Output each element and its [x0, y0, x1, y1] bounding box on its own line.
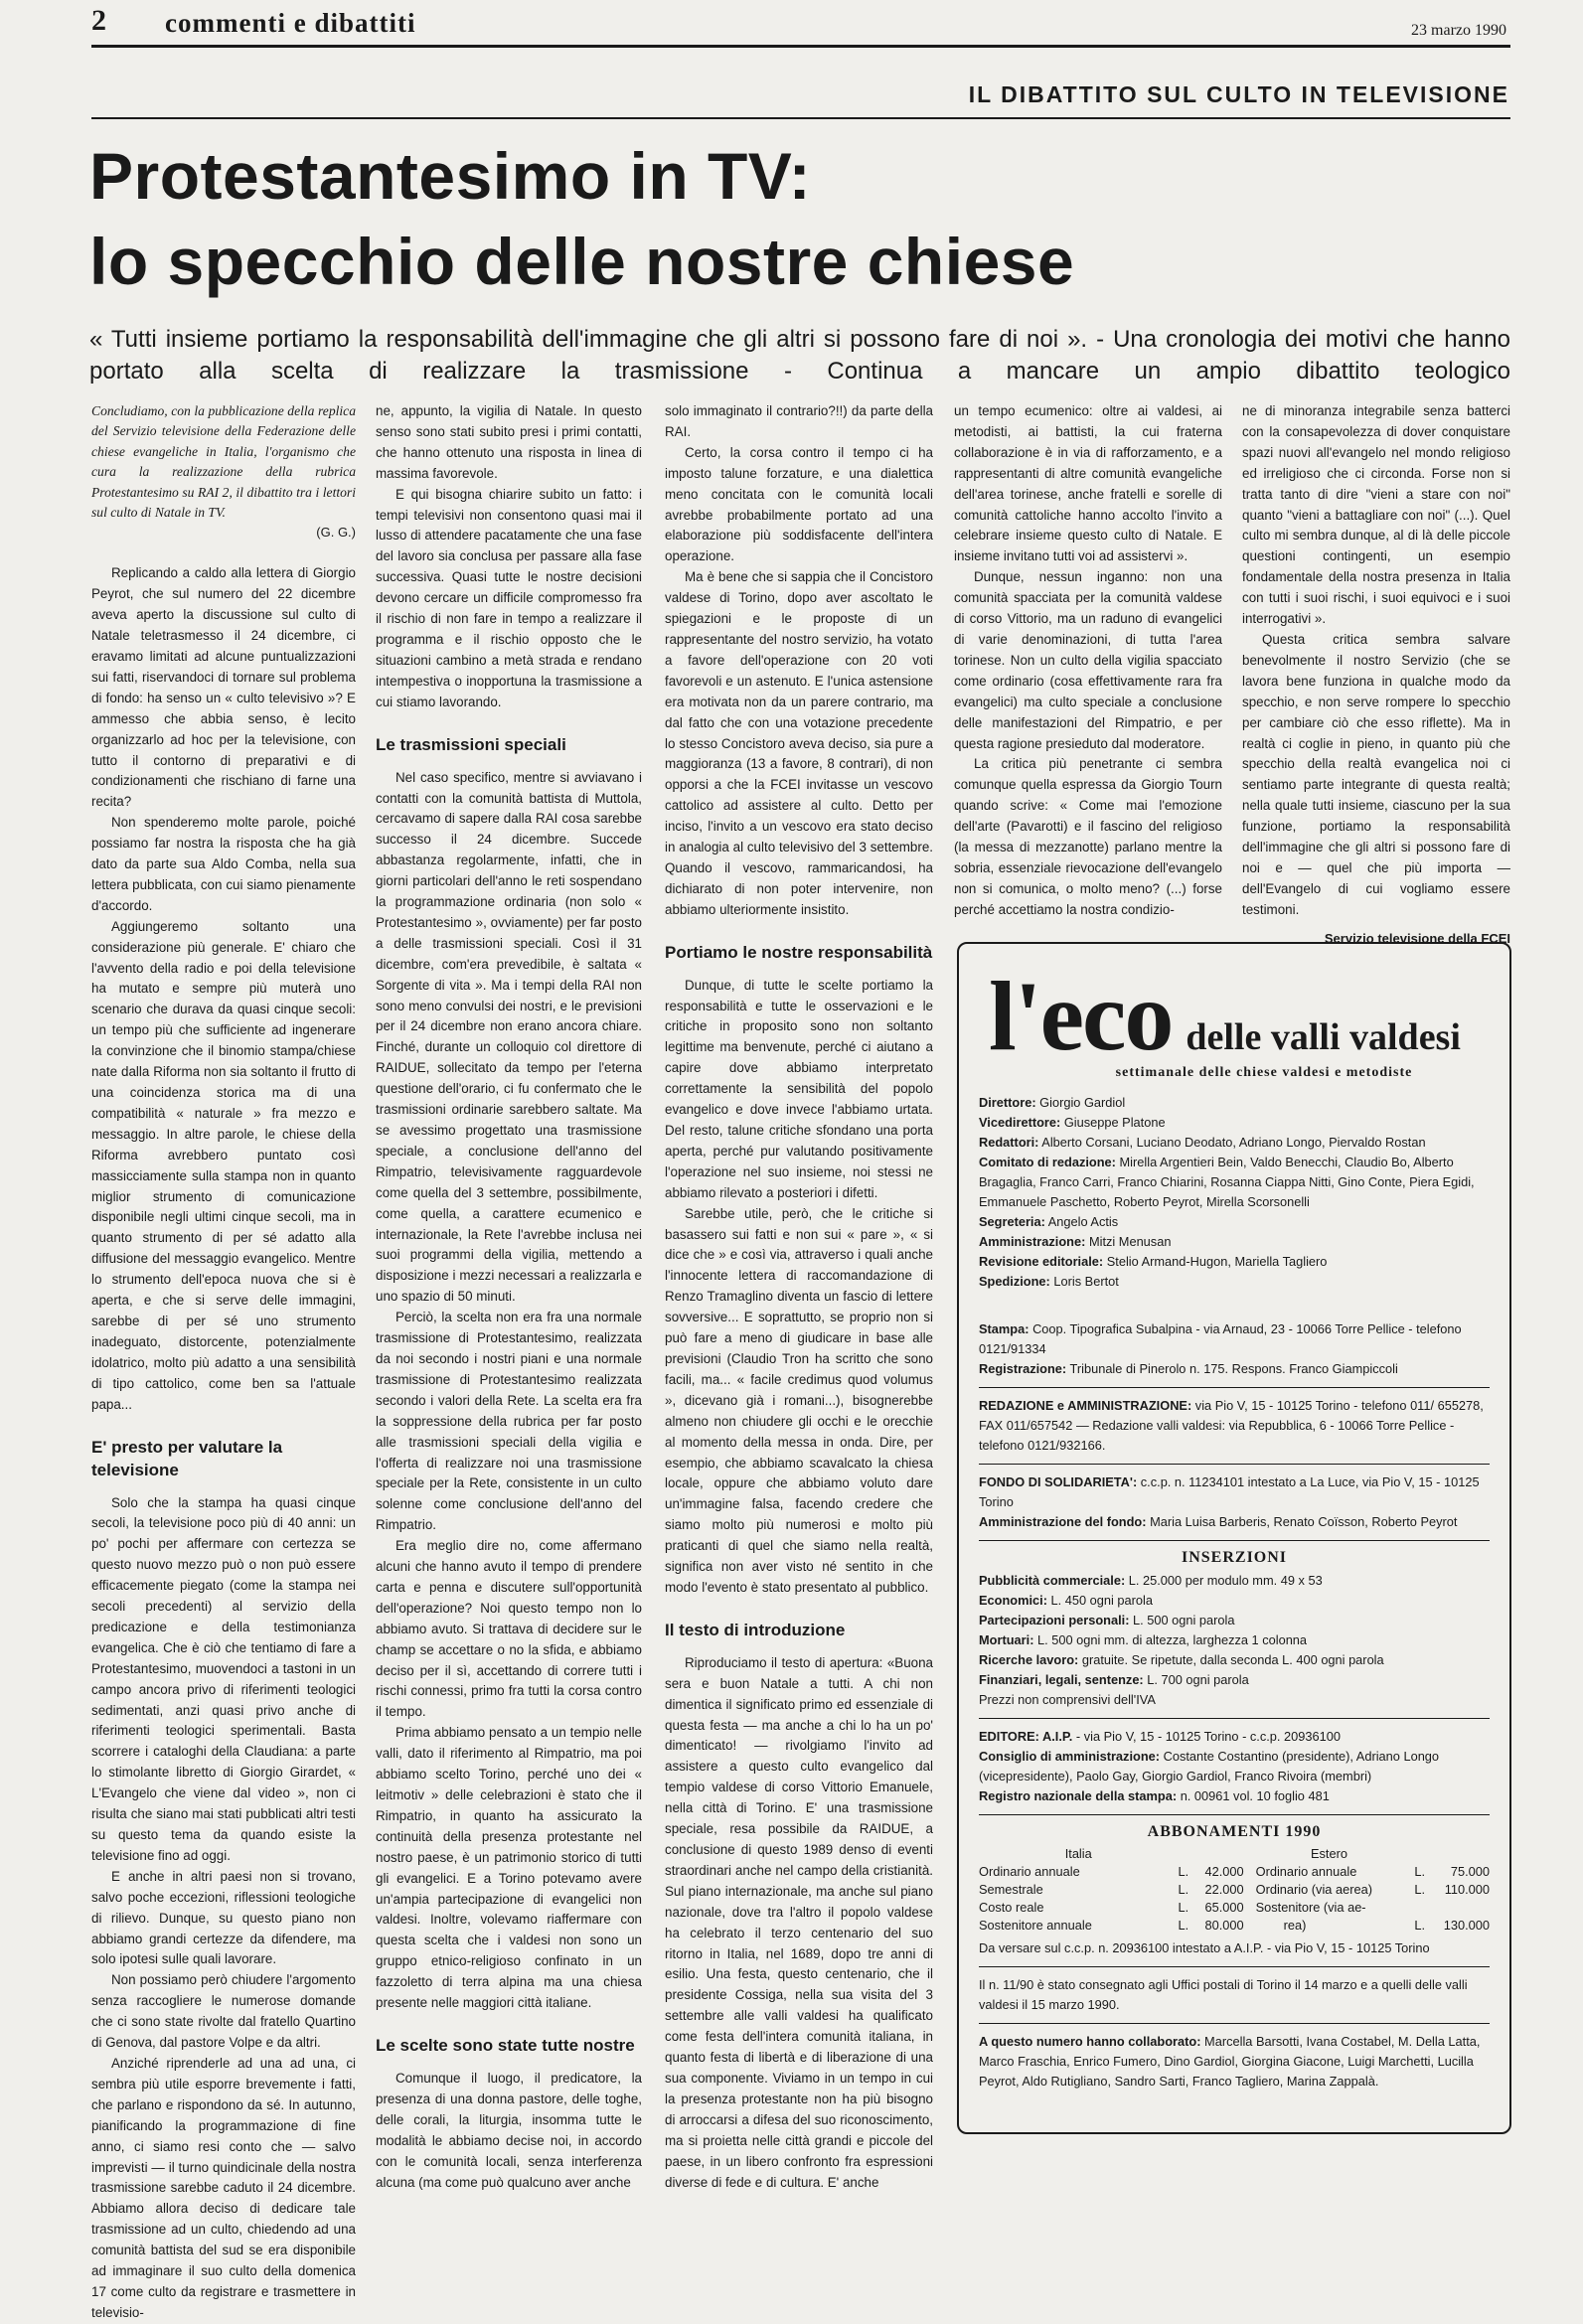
divider	[979, 1387, 1490, 1388]
staff-list	[979, 1093, 1490, 1292]
subheading: Le scelte sono state tutte nostre	[376, 2035, 635, 2055]
amm-fondo-line: Amministrazione del fondo: Maria Luisa Barberis, Renato Coïsson, Roberto Peyrot	[979, 1514, 1458, 1529]
staff-item: Segreteria: Angelo Actis	[979, 1214, 1119, 1229]
inserzioni-item: Mortuari: L. 500 ogni mm. di altezza, larghezza 1 colonna	[979, 1632, 1308, 1647]
paragraph: Anziché riprenderle ad una ad una, ci sembra più utile esporre brevemente i fatti, che parlano e rispondono da sé. In autunno, pianificando la programmazione di fine anno, ci siamo resi conto che — salvo imprevisti — il turno quindicinale della nostra trasmissione sarebbe caduto il 24 dicembre. Abbiamo allora deciso di dedicare tale trasmissione ad un culto, chiedendo ad una comunità battista del sud se era disponibile ad immaginare il suo culto della domenica 17 come culto da registrare e trasmettere in televisio-	[91, 2055, 356, 2320]
kicker-rule	[91, 117, 1510, 119]
page-header	[91, 2, 1510, 48]
paragraph: Non possiamo però chiudere l'argomento senza raccogliere le numerose domande che ci sono state rivolte dal fratello Quartino di Genova, dal pastore Volpe e da altri.	[91, 1972, 356, 2051]
abbonamenti-title: ABBONAMENTI 1990	[1147, 1823, 1322, 1840]
paragraph: Nel caso specifico, mentre si avviavano i contatti con la comunità battista di Muttola, cercavamo di sapere dalla RAI cosa sarebbe successo il 24 dicembre. Succede abbastanza regolarmente, infatti, che in giorni particolari dell'anno le reti sospendano la programmazione ordinaria (non solo « Protestantesimo », ovviamente) per far posto a delle trasmissioni speciali. Così il 31 dicembre, com'era prevedibile, è saltata « Sorgente di vita ». Ma i tempi della RAI non sono meno convulsi dei nostri, e le previsioni per il 24 dicembre non erano ancora chiare. Finché, durante un colloquio col direttore di RAIDUE, sollecitato da tempo per l'eterna questione dell'orario, ci fu confermato che le trasmissioni ordinarie sarebbero saltate. Ma se avessimo progettato una trasmissione speciale, a conclusione dell'anno del Rimpatrio, televisivamente ragguardevole come quella del 3 settembre, possibilmente, come quella, a carattere ecumenico e internazionale, la Rete l'avrebbe inclusa nei suoi programmi della vigilia, mettendo a disposizione i mezzi necessari a realizzarla e uno spazio di 50 minuti.	[376, 769, 642, 1305]
paragraph: E qui bisogna chiarire subito un fatto: i tempi televisivi non consentono quasi mai il lusso di attendere pacatamente che una fase del lavoro sia conclusa per passare alla fase successiva. Quasi tutte le nostre decisioni devono cercare un difficile compromesso fra il rischio di non fare in tempo a realizzare il programma e il rischio opposto che le situazioni cambino a metà strada e rendano intempestiva o inopportuna la trasmissione a cui stiamo lavorando.	[376, 486, 642, 709]
inserzioni-title: INSERZIONI	[1181, 1549, 1288, 1566]
table-row: Costo reale L. 65.000 Sostenitore (via ae-	[979, 1900, 1366, 1915]
staff-item: Redattori: Alberto Corsani, Luciano Deodato, Adriano Longo, Piervaldo Rostan	[979, 1135, 1426, 1150]
inserzioni-item: Pubblicità commerciale: L. 25.000 per modulo mm. 49 x 53	[979, 1573, 1323, 1588]
registro-line: Registro nazionale della stampa: n. 00961 vol. 10 foglio 481	[979, 1788, 1330, 1803]
article-column-4	[954, 401, 1222, 938]
inserzioni-item: Prezzi non comprensivi dell'IVA	[979, 1692, 1156, 1707]
registrazione-line: Registrazione: Tribunale di Pinerolo n. 175. Respons. Franco Giampiccoli	[979, 1361, 1398, 1376]
subheadline: « Tutti insieme portiamo la responsabilità dell'immagine che gli altri si possono fare di noi ». - Una cronologia dei motivi che hanno portato alla scelta di realizzare la trasmissione - Continua a mancare un ampio dibattito teologico	[89, 326, 1510, 385]
kicker: IL DIBATTITO SUL CULTO IN TELEVISIONE	[968, 81, 1509, 107]
table-row: Sostenitore annuale L. 80.000 rea) L. 130.000	[979, 1918, 1490, 1933]
article-column-3	[665, 401, 933, 2190]
paragraph: Dunque, nessun inganno: non una comunità spacciata per la comunità valdese di corso Vittorio, ma un raduno di evangelici di varie denominazioni, di tutta l'area torinese. Non un culto della vigilia spacciato come ordinario (cosa effettivamente rara fra evangelici) ma culto speciale a conclusione delle manifestazioni del Rimpatrio, e per questa ragione presieduto dal moderatore.	[954, 569, 1222, 751]
paragraph: solo immaginato il contrario?!!) da parte della RAI.	[665, 403, 933, 439]
staff-item: Spedizione: Loris Bertot	[979, 1274, 1119, 1289]
paragraph: Prima abbiamo pensato a un tempio nelle valli, dato il riferimento al Rimpatrio, ma poi abbiamo scelto Torino, perché uno dei « leitmotiv » delle celebrazioni è stato che il Rimpatrio, in quanto ha assicurato la continuità della presenza protestante nel nostro paese, è un patrimonio storico di tutti gli evangelici. E a Torino potevamo avere un'ampia partecipazione di evangelici non valdesi. Inoltre, volevamo riaffermare con questa scelta che i valdesi non sono un gruppo etnico-religioso confinato in un fazzoletto di terra alpina ma una chiesa presente nelle maggiori città italiane.	[376, 1725, 642, 2011]
inserzioni-item: Ricerche lavoro: gratuite. Se ripetute, dalla seconda L. 400 ogni parola	[979, 1652, 1384, 1667]
stampa-line: Stampa: Coop. Tipografica Subalpina - via Arnaud, 23 - 10066 Torre Pellice - telefono 0121/91334	[979, 1321, 1462, 1356]
paragraph: Non spenderemo molte parole, poiché possiamo far nostra la risposta che ha già dato da parte sua Aldo Comba, nella sua lettera pubblicata, con cui siamo pienamente d'accordo.	[91, 815, 356, 913]
inserzioni-item: Economici: L. 450 ogni parola	[979, 1593, 1154, 1608]
paragraph: ne, appunto, la vigilia di Natale. In questo senso sono stati subito presi i primi contatti, che hanno ottenuto una risposta in linea di massima favorevole.	[376, 403, 642, 481]
divider	[979, 1540, 1490, 1541]
inserzioni-list	[979, 1571, 1490, 1710]
paragraph: ne di minoranza integrabile senza batterci con la consapevolezza di dover conquistare spazi nuovi all'evangelo nel mondo religioso ed irreligioso che ci circonda. Forse non si tratta tanto di dire "vieni a stare con noi" quanto "vieni a battagliare con noi" (...). Quel culto mi sembra dunque, al di là delle piccole questioni contingenti, un esempio fondamentale della nostra presenza in Italia con tutti i suoi rischi, i suoi equivoci e i suoi interrogativi ».	[1242, 403, 1510, 627]
article-signature: Servizio televisione della FCEI	[1324, 930, 1510, 946]
versare-line: Da versare sul c.c.p. n. 20936100 intestato a A.I.P. - via Pio V, 15 - 10125 Torino	[979, 1940, 1430, 1955]
divider	[979, 2023, 1490, 2024]
issue-date: 23 marzo 1990	[1411, 22, 1506, 39]
paragraph: La critica più penetrante ci sembra comunque quella espressa da Giorgio Tourn quando scrive: « Come mai l'emozione dell'arte (Pavarotti) e il fascino del religioso (la messa di mezzanotte) parlano mentre la sobria, essenziale rievocazione dell'evangelo non si comunica, o molto meno? (...) forse perché accettiamo la nostra condizio-	[954, 756, 1222, 917]
paragraph: Era meglio dire no, come affermano alcuni che hanno avuto il tempo di prendere carta e penna e discutere sull'opportunità dell'operazione? Noi questo tempo non lo abbiamo avuto. Si trattava di decidere sur le champ se accettare o no la sfida, e abbiamo deciso per il sì, accettando di correre tutti i rischi connessi, primo fra tutti la corsa contro il tempo.	[376, 1538, 642, 1720]
paragraph: Riproduciamo il testo di apertura: «Buona sera e buon Natale a tutti. A chi non dimentica il significato primo ed essenziale di questa festa — ma anche a chi lo ha un po' dimenticato! — rivolgiamo l'invito ad assistere a questo culto evangelico dal tempio valdese di corso Vittorio Emanuele, nella città di Torino. E' una trasmissione speciale, resa possibile da RAIDUE, a conclusione di questo 1989 denso di eventi straordinari anche nel campo della cristianità. Sul piano internazionale, ma anche sul piano nazionale, dove tra l'altro il popolo valdese ha celebrato il terzo centenario del suo ritorno in Italia, nel 1689, dopo tre anni di esilio. Una festa, questo centenario, che il presidente Cossiga, nella sua visita del 3 settembre alle valli valdesi ha qualificato come festa dell'intera comunità italiana, in quanto festa di libertà e di liberazione di una sua componente. Viviamo in un tempo in cui la presenza protestante non ha più bisogno di arroccarsi a difesa del suo riconoscimento, ma si proietta nelle città grandi e piccole del paese, in un libero confronto fra espressioni diverse di fede e di cultura. E' anche	[665, 1654, 933, 2190]
editore-line: EDITORE: A.I.P. - via Pio V, 15 - 10125 Torino - c.c.p. 20936100	[979, 1729, 1341, 1744]
paragraph: Questa critica sembra salvare benevolmente il nostro Servizio (che se lavora bene funziona in qualche modo da specchio, e non serve rompere lo specchio per cambiare ciò che esso riflette). Ma in realtà ci coglie in pieno, in quanto più che specchio della realtà evangelica noi ci sentiamo parte integrante di questa realtà; nella quale tutti insieme, ciascuno per la sua funzione, portiamo la responsabilità dell'immagine che gli altri si possono fare di noi e — quel che più importa — dell'Evangelo di cui vogliamo essere testimoni.	[1242, 631, 1510, 917]
divider	[979, 1718, 1490, 1719]
inserzioni-item: Partecipazioni personali: L. 500 ogni parola	[979, 1613, 1235, 1627]
paragraph: Comunque il luogo, il predicatore, la presenza di una donna pastore, delle toghe, delle corali, la liturgia, insomma tutte le modalità le abbiamo decise noi, in accordo con le comunità locali, senza interferenza alcuna (ma come può qualcuno aver anche	[376, 2070, 642, 2190]
subheading: E' presto per valutare la televisione	[91, 1437, 283, 1479]
paragraph: E anche in altri paesi non si trovano, salvo poche eccezioni, riflessioni teologiche di rilievo. Dunque, su questo piano non abbiamo grandi certezze da difendere, ma solo ipotesi sulle quali lavorare.	[91, 1868, 356, 1967]
divider	[979, 1464, 1490, 1465]
paragraph: Ma è bene che si sappia che il Concistoro valdese di Torino, dopo aver ascoltato le spiegazioni e le proposte di un rappresentante del nostro servizio, ha votato a favore dell'operazione con 20 voti favorevoli e un astenuto. E l'unica astensione era motivata non da un parere contrario, ma dal fatto che con una votazione precedente lo stesso Concistoro aveva deciso, sia pure a maggioranza (13 a favore, 8 contrari), di non opporsi a che la FCEI invitasse un vescovo cattolico ad assistere al culto. Detto per inciso, l'invito a un vescovo era stato deciso in analogia al culto televisivo del 3 settembre. Quando il vescovo, rammaricandosi, ha dichiarato di non poter intervenire, non abbiamo ulteriormente insistito.	[665, 569, 933, 917]
divider	[979, 1814, 1490, 1815]
headline	[89, 133, 1510, 304]
article-column-2	[376, 401, 642, 2190]
section-name: commenti e dibattiti	[165, 8, 416, 38]
divider	[979, 1966, 1490, 1967]
paragraph: Solo che la stampa ha quasi cinque secoli, la televisione poco più di 40 anni: un po' pochi per affermare con certezza se questo nuovo mezzo può o non può essere efficacemente piegato (come la stampa nei secoli precedenti) al servizio della predicazione e della testimonianza evangelica. Che è ciò che tentiamo di fare a Protestantesimo, muovendoci a tastoni in un campo ancora privo di riferimenti teologici sedimentati, anzi quasi privo anche di riferimenti teologici sperimentali. Basta scorrere i cataloghi della Claudiana: a parte lo stimolante libretto di Giorgio Girardet, « L'Evangelo che viene dal video », non ci risulta che siano mai stati pubblicati altri testi su questo tema da quando esiste la televisione fino ad oggi.	[91, 1494, 356, 1863]
consiglio-line: Consiglio di amministrazione: Costante Costantino (presidente), Adriano Longo (vicepresidente), Paolo Gay, Giorgio Gardiol, Franco Rivoira (membri)	[979, 1749, 1440, 1783]
staff-item: Direttore: Giorgio Gardiol	[979, 1095, 1126, 1110]
subheading: Le trasmissioni speciali	[376, 734, 566, 754]
inserzioni-item: Finanziari, legali, sentenze: L. 700 ogni parola	[979, 1672, 1249, 1687]
article-column-5	[1242, 401, 1510, 946]
staff-item: Amministrazione: Mitzi Menusan	[979, 1234, 1172, 1249]
paragraph: Sarebbe utile, però, che le critiche si basassero sui fatti e non sui « pare », « si dice che » e così via, attraverso i quali anche l'innocente lettera di raccomandazione di Renzo Tramaglino diventa un fascio di lettere sovversive... E soprattutto, se proprio non si può fare a meno di giudicare in base alle previsioni (Claudio Tron ha scritto che sono facili, ma... « facile credimus quod volumus », dicevano già i romani...), bisognerebbe almeno non chiudere gli occhi e le orecchie al momento della messa in onda. Dire, per esempio, che abbiamo scavalcato la chiesa locale, oppure che abbiamo voluto dare un'immagine falsa, facendo credere che siamo molto più numerosi e molto più praticanti di quel che siamo nella realtà, significa non aver visto né sentito in che modo l'evento è stato presentato al pubblico.	[665, 1205, 933, 1595]
table-row: Ordinario annuale L. 42.000 Ordinario annuale L. 75.000	[979, 1864, 1490, 1879]
table-row: Semestrale L. 22.000 Ordinario (via aerea) L. 110.000	[979, 1882, 1490, 1897]
collaboratori-line: A questo numero hanno collaborato: Marcella Barsotti, Ivana Costabel, M. Della Latta, Marco Fraschia, Enrico Fumero, Dino Gardiol, Giorgina Giacone, Luigi Marchetti, Lucilla Peyrot, Aldo Rutigliano, Sandro Sarti, Franco Tagliero, Marina Zappalà.	[979, 2034, 1481, 2089]
abbonamenti-table	[979, 1845, 1490, 1935]
fondo-line: FONDO DI SOLIDARIETA': c.c.p. n. 11234101 intestato a La Luce, via Pio V, 15 - 10125 Torino	[979, 1474, 1480, 1509]
paragraph: Dunque, di tutte le scelte portiamo la responsabilità e tutte le osservazioni e le critiche in proposito sono non soltanto legittime ma benvenute, perché ci aiutano a capire dove abbiamo interpretato correttamente la sensibilità del popolo evangelico e dove invece l'abbiamo urtata. Del resto, talune critiche sfondano una porta aperta, perché pur valutando positivamente l'operazione nel suo insieme, noi stessi ne abbiamo rilevato a posteriori i difetti.	[665, 977, 933, 1200]
staff-item: Revisione editoriale: Stelio Armand-Hugon, Mariella Tagliero	[979, 1254, 1328, 1269]
paragraph: un tempo ecumenico: oltre ai valdesi, ai metodisti, ai battisti, la cui fraterna collaborazione è in via di rafforzamento, e a rappresentanti di altre comunità evangeliche dell'area torinese, anche fratelli e sorelle di comunità cattoliche hanno accolto l'invito a celebrare insieme questo culto di Natale. E insieme invitano tutti voi ad assistervi ».	[954, 403, 1222, 564]
staff-item: Vicedirettore: Giuseppe Platone	[979, 1115, 1166, 1130]
table-row: Italia Estero	[1064, 1846, 1347, 1861]
masthead-box	[957, 942, 1511, 2134]
paragraph: Perciò, la scelta non era fra una normale trasmissione di Protestantesimo, realizzata da noi secondo i nostri piani e una normale trasmissione di Protestantesimo realizzata secondo i valori della Rete. La scelta era fra la soppressione della rubrica per far posto alle trasmissioni speciali della vigilia e l'offerta di realizzare noi una trasmissione speciale per la Rete, consistente in un culto solenne come conclusione dell'anno del Rimpatrio.	[376, 1310, 642, 1533]
headline-line-2: lo specchio delle nostre chiese	[89, 225, 1075, 298]
paragraph: Certo, la corsa contro il tempo ci ha imposto talune forzature, e una dialettica meno concitata con le comunità locali avrebbe probabilmente portato ad una elaborazione più soddisfacente dell'intera operazione.	[665, 444, 933, 564]
editor-intro-signature: (G. G.)	[316, 525, 356, 541]
subheading: Portiamo le nostre responsabilità	[665, 942, 933, 962]
masthead-tagline: settimanale delle chiese valdesi e metodiste	[1115, 1065, 1413, 1080]
consegna-line: Il n. 11/90 è stato consegnato agli Uffici postali di Torino il 14 marzo e a quelli delle valli valdesi il 15 marzo 1990.	[979, 1977, 1468, 2012]
logo-text: l'eco	[989, 961, 1173, 1071]
page-number: 2	[91, 4, 106, 37]
logo-subtitle: delle valli valdesi	[1186, 1016, 1461, 1058]
masthead-logo	[989, 961, 1490, 1071]
subheading: Il testo di introduzione	[665, 1620, 846, 1639]
paragraph: Aggiungeremo soltanto una considerazione più generale. E' chiaro che l'avvento della radio e poi della televisione ha mutato e sempre più muterà uno scenario che durava da quasi cinque secoli: un tempo più che sufficiente ad ingenerare la convinzione che il binomio stampa/chiese nate dalla Riforma non sia soltanto il frutto di una coincidenza storica ma di una compatibilità « naturale » fra mezzo e messaggio. In altre parole, le chiese della Riforma avrebbero puntato così massicciamente sulla stampa non in quanto miglior strumento di comunicazione disponibile negli ultimi cinque secoli, ma in quanto strumento di per sé adatto alla diffusione del messaggio evangelico. Mentre lo strumento dell'epoca nuova che si è aperta, e che si serve delle immagini, sarebbe di per sé uno strumento inadeguato, distorcente, potenzialmente idolatrico, molto più adatto a una sensibilità di tipo cattolico, come ben sa l'attuale papa...	[91, 918, 356, 1412]
article-column-1	[91, 401, 356, 2320]
paragraph: Replicando a caldo alla lettera di Giorgio Peyrot, che sul numero del 22 dicembre aveva aperto la discussione sul culto di Natale teletrasmesso il 24 dicembre, ci eravamo limitati ad alcune puntualizzazioni sui fatti, riservandoci di tornare sul problema di fondo: ha senso un « culto televisivo »? E ammesso che abbia senso, è lecito organizzarlo ad hoc per la televisione, con tutto il contorno di preparativi e di condizionamenti che rischiano di farne una recita?	[91, 565, 356, 810]
staff-item: Comitato di redazione: Mirella Argentieri Bein, Valdo Benecchi, Claudio Bo, Alberto Bragaglia, Franco Carri, Franco Chiarini, Rosanna Ciappa Nitti, Gino Conte, Piera Egidi, Emmanuele Paschetto, Roberto Peyrot, Mirella Scorsonelli	[979, 1155, 1475, 1209]
headline-line-1: Protestantesimo in TV:	[89, 139, 812, 213]
redazione-line: REDAZIONE e AMMINISTRAZIONE: via Pio V, 15 - 10125 Torino - telefono 011/ 655278, FAX 011/657542 — Redazione valli valdesi: via Repubblica, 6 - 10066 Torre Pellice - telefono 0121/932166.	[979, 1398, 1484, 1453]
editor-intro: Concludiamo, con la pubblicazione della replica del Servizio televisione della Federazione delle chiese evangeliche in Italia, l'organismo che cura la realizzazione della rubrica Protestantesimo su RAI 2, il dibattito tra i lettori sul culto di Natale in TV.	[91, 403, 356, 521]
